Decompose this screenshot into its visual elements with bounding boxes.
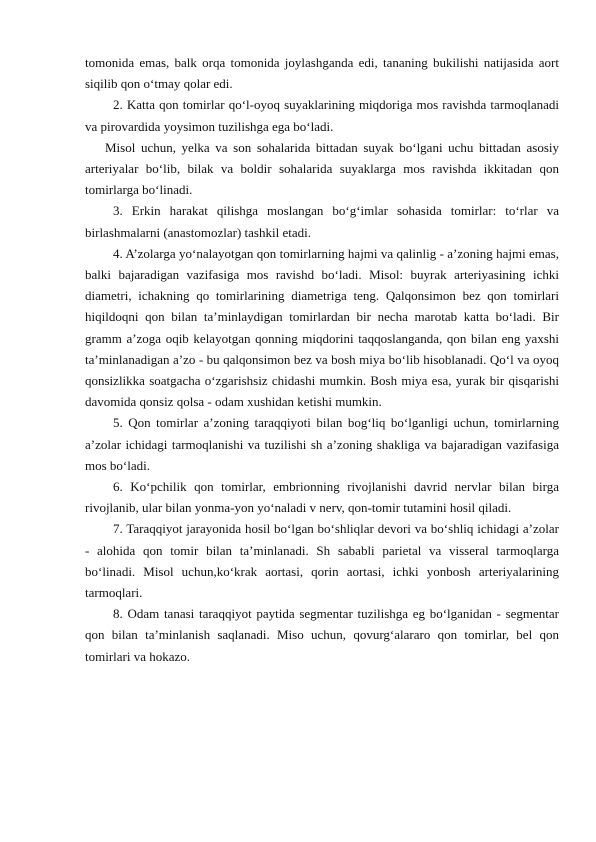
document-page — [85, 52, 559, 667]
paragraph-continuation: tomonida emas, balk orqa tomonida joylashganda edi, tananing bukilishi natijasida aort siqilib qon o‘tmay qolar edi. — [85, 55, 559, 92]
paragraph-item-5: 5. Qon tomirlar a’zoning taraqqiyoti bilan bog‘liq bo‘lganligi uchun, tomirlarning a’zolar ichidagi tarmoqlanishi va tuzilishi sh a’zoning shakliga va bajaradigan vazifasiga mos bo‘ladi. — [85, 415, 559, 473]
paragraph-item-6: 6. Ko‘pchilik qon tomirlar, embrionning rivojlanishi davrid nervlar bilan birga rivojlanib, ular bilan yonma-yon yo‘naladi v nerv, qon-tomir tutamini hosil qiladi. — [85, 479, 559, 516]
paragraph-item-2: 2. Katta qon tomirlar qo‘l-oyoq suyaklarining miqdoriga mos ravishda tarmoqlanadi va pirovardida yoysimon tuzilishga ega bo‘ladi. — [85, 97, 559, 134]
paragraph-item-4: 4. A’zolarga yo‘nalayotgan qon tomirlarning hajmi va qalinlig - a’zoning hajmi emas, balki bajaradigan vazifasiga mos ravishd bo‘ladi. Misol: buyrak arteriyasining ichki diametri, ichakning qo tomirlarining diametriga teng. Qalqonsimon bez qon tomirlari hiqildoqni qon bilan ta’minlaydigan tomirlardan bir necha marotab katta bo‘ladi. Bir gramm a’zoga oqib kelayotgan qonning miqdorini taqqoslanganda, qon bilan eng yaxshi ta’minlanadigan a’zo - bu qalqonsimon bez va bosh miya bo‘lib hisoblanadi. Qo‘l va oyoq qonsizlikka soatgacha o‘zgarishsiz chidashi mumkin. Bosh miya esa, yurak bir qisqarishi davomida qonsiz qolsa - odam xushidan ketishi mumkin. — [85, 245, 559, 410]
paragraph-item-8: 8. Odam tanasi taraqqiyot paytida segmentar tuzilishga eg bo‘lganidan - segmentar qon bilan ta’minlanish saqlanadi. Miso uchun, qovurg‘alararo qon tomirlar, bel qon tomirlari va hokazo. — [85, 606, 559, 664]
paragraph-example: Misol uchun, yelka va son sohalarida bittadan suyak bo‘lgani uchu bittadan asosiy arteriyalar bo‘lib, bilak va boldir sohalarida suyaklarga mos ravishda ikkitadan qon tomirlarga bo‘linadi. — [85, 139, 559, 198]
paragraph-item-3: 3. Erkin harakat qilishga moslangan bo‘g‘imlar sohasida tomirlar: to‘rlar va birlashmalarni (anastomozlar) tashkil etadi. — [85, 203, 559, 240]
paragraph-item-7: 7. Taraqqiyot jarayonida hosil bo‘lgan bo‘shliqlar devori va bo‘shliq ichidagi a’zolar - alohida qon tomir bilan ta’minlanadi. Sh sababli parietal va visseral tarmoqlarga bo‘linadi. Misol uchun,ko‘krak aortasi, qorin aortasi, ichki yonbosh arteriyalarining tarmoqlari. — [85, 521, 559, 601]
